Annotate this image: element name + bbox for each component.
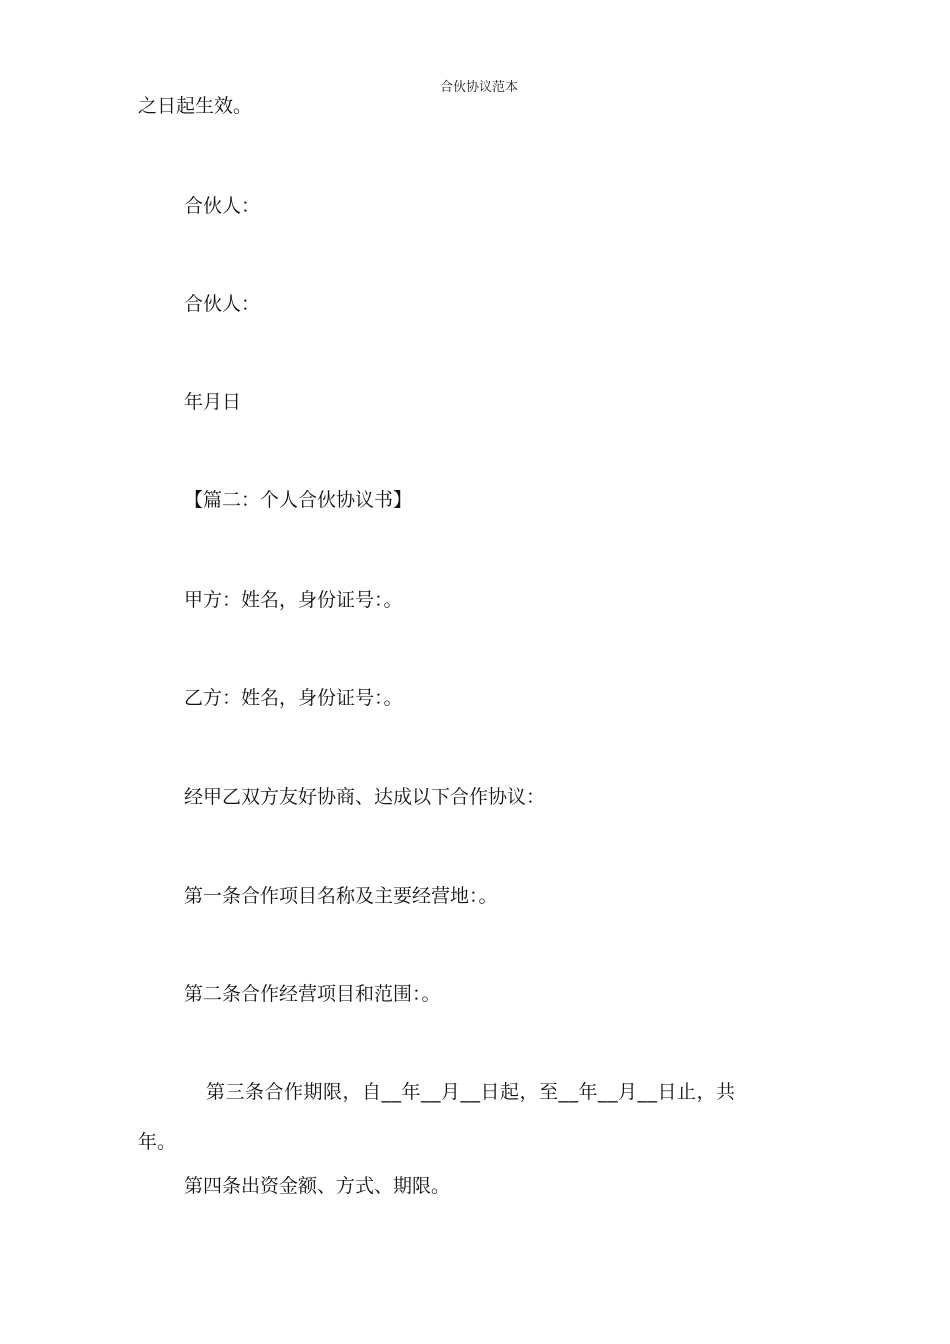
article-3: 第三条合作期限，自__年__月__日起，至__年__月__日止，共 bbox=[206, 1081, 736, 1103]
preamble: 经甲乙双方友好协商、达成以下合作协议： bbox=[184, 786, 546, 808]
party-a: 甲方：姓名，身份证号：。 bbox=[184, 589, 403, 611]
section-heading: 【篇二：个人合伙协议书】 bbox=[184, 489, 413, 511]
article-3-continued: 年。 bbox=[138, 1131, 177, 1153]
running-header: 合伙协议范本 bbox=[440, 80, 519, 95]
text-line: 之日起生效。 bbox=[138, 95, 253, 117]
signature-date: 年月日 bbox=[184, 391, 242, 413]
signature-partner-2: 合伙人： bbox=[184, 293, 261, 315]
signature-partner-1: 合伙人： bbox=[184, 195, 261, 217]
article-2: 第二条合作经营项目和范围：。 bbox=[184, 983, 441, 1005]
article-4: 第四条出资金额、方式、期限。 bbox=[184, 1175, 451, 1197]
article-1: 第一条合作项目名称及主要经营地：。 bbox=[184, 885, 498, 907]
party-b: 乙方：姓名，身份证号：。 bbox=[184, 687, 403, 709]
